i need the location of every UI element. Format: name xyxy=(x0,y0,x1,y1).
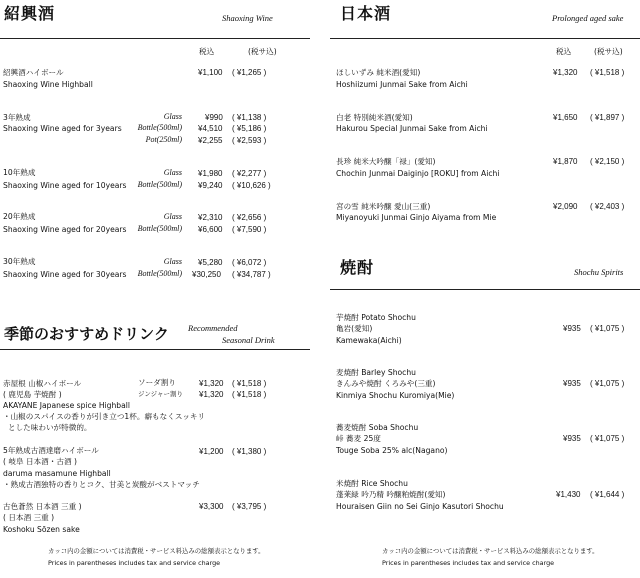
header-tax-ex: (税サ込) xyxy=(594,47,623,56)
tax-note-en: Prices in parentheses includes tax and service charge xyxy=(48,559,221,567)
seasonal-subtitle-2: Seasonal Drink xyxy=(222,335,275,345)
item-name-jp: 5年熟成古酒達磨ハイボール xyxy=(3,446,99,455)
serving-kind: Glass xyxy=(163,112,182,121)
serving-kind: ジンジャー割り xyxy=(138,390,184,398)
price-total: ( ¥1,380 ) xyxy=(232,447,267,456)
item-description: ・熟成古酒独特の香りとコク、甘美と炭酸がベストマッチ xyxy=(3,480,200,489)
serving-kind: Glass xyxy=(163,168,182,177)
item-name-jp-sub: ( 日本酒 三重 ) xyxy=(3,513,55,522)
price: ¥1,430 xyxy=(556,490,581,499)
price: ¥5,280 xyxy=(198,258,223,267)
price-total: ( ¥1,075 ) xyxy=(590,324,625,333)
item-name-jp: 10年熟成 xyxy=(3,168,36,177)
header-tax-ex: (税サ込) xyxy=(248,47,277,56)
item-line: 峠 蕎麦 25度 xyxy=(336,434,381,443)
item-description: とした味わいが特徴的。 xyxy=(8,423,92,432)
item-name-en: Shaoxing Wine aged for 3years xyxy=(3,124,122,133)
sake-subtitle: Prolonged aged sake xyxy=(552,13,624,23)
item-name-jp: 3年熟成 xyxy=(3,113,31,122)
item-name-en: Hakurou Special Junmai Sake from Aichi xyxy=(336,124,488,133)
header-tax-in: 税込 xyxy=(199,47,215,56)
item-name-en: daruma masamune Highball xyxy=(3,469,111,478)
price-total: ( ¥1,897 ) xyxy=(590,113,625,122)
price-total: ( ¥1,518 ) xyxy=(590,68,625,77)
item-name-jp-sub: ( 岐阜 日本酒・古酒 ) xyxy=(3,457,77,466)
price-total: ( ¥1,518 ) xyxy=(232,379,267,388)
divider xyxy=(330,289,640,290)
price-total: ( ¥2,593 ) xyxy=(232,136,267,145)
item-name-en: Miyanoyuki Junmai Ginjo Aiyama from Mie xyxy=(336,213,497,222)
price-total: ( ¥1,075 ) xyxy=(590,434,625,443)
item-name-en: Chochin Junmai Daiginjo [ROKU] from Aichi xyxy=(336,169,500,178)
left-column xyxy=(0,0,310,578)
price-total: ( ¥5,186 ) xyxy=(232,124,267,133)
item-name-jp: 20年熟成 xyxy=(3,212,36,221)
item-name-en: Shaoxing Wine aged for 20years xyxy=(3,225,127,234)
item-description: ・山椒のスパイスの香りが引き立つ1杯。癖もなくスッキリ xyxy=(3,412,206,421)
item-line: Houraisen Giin no Sei Ginjo Kasutori Shochu xyxy=(336,502,504,511)
item-name-jp: 30年熟成 xyxy=(3,257,36,266)
price: ¥1,100 xyxy=(198,68,223,77)
item-name-en: Hoshiizumi Junmai Sake from Aichi xyxy=(336,80,468,89)
serving-kind: Glass xyxy=(163,212,182,221)
price: ¥2,310 xyxy=(198,213,223,222)
price-total: ( ¥2,403 ) xyxy=(590,202,625,211)
tax-note-jp: カッコ内の金額については消費税・サービス料込みの総額表示となります。 xyxy=(48,547,265,555)
sake-title: 日本酒 xyxy=(340,4,392,23)
price: ¥3,300 xyxy=(199,502,224,511)
price-total: ( ¥10,626 ) xyxy=(232,181,271,190)
price: ¥1,980 xyxy=(198,169,223,178)
price: ¥1,320 xyxy=(553,68,578,77)
item-line: 蕎麦焼酎 Soba Shochu xyxy=(336,423,419,432)
item-line: Kamewaka(Aichi) xyxy=(336,336,402,345)
seasonal-title: 季節のおすすめドリンク xyxy=(4,325,169,343)
item-line: 芋焼酎 Potato Shochu xyxy=(336,313,416,322)
item-name-jp: ほしいずみ 純米酒(愛知) xyxy=(336,68,421,77)
price: ¥4,510 xyxy=(198,124,223,133)
serving-kind: ソーダ割り xyxy=(138,378,176,387)
item-name-jp: 白老 特別純米酒(愛知) xyxy=(336,113,413,122)
item-name-jp: 古色蒼然 日本酒 三重 ) xyxy=(3,502,82,511)
header-tax-in: 税込 xyxy=(556,47,572,56)
price-total: ( ¥1,644 ) xyxy=(590,490,625,499)
item-line: 蓬莱緑 吟乃精 吟醸粕焼酎(愛知) xyxy=(336,490,446,499)
item-name-en: Koshoku Sōzen sake xyxy=(3,525,80,534)
price-total: ( ¥3,795 ) xyxy=(232,502,267,511)
price-total: ( ¥1,138 ) xyxy=(232,113,267,122)
item-name-en: Shaoxing Wine Highball xyxy=(3,80,93,89)
price: ¥1,320 xyxy=(199,390,224,399)
shaoxing-subtitle: Shaoxing Wine xyxy=(222,13,273,23)
price: ¥1,200 xyxy=(199,447,224,456)
price: ¥6,600 xyxy=(198,225,223,234)
item-name-en: Shaoxing Wine aged for 30years xyxy=(3,270,127,279)
price-total: ( ¥1,075 ) xyxy=(590,379,625,388)
price: ¥990 xyxy=(205,113,223,122)
shochu-subtitle: Shochu Spirits xyxy=(574,267,624,277)
serving-kind: Glass xyxy=(163,257,182,266)
item-line: Kinmiya Shochu Kuromiya(Mie) xyxy=(336,391,455,400)
price: ¥2,090 xyxy=(553,202,578,211)
serving-kind: Bottle(500ml) xyxy=(137,123,182,132)
price: ¥935 xyxy=(563,434,581,443)
divider xyxy=(0,38,310,39)
serving-kind: Pot(250ml) xyxy=(145,135,182,144)
price-total: ( ¥7,590 ) xyxy=(232,225,267,234)
item-name-jp-sub: ( 鹿児島 芋焼酎 ) xyxy=(3,390,62,399)
price: ¥2,255 xyxy=(198,136,223,145)
serving-kind: Bottle(500ml) xyxy=(137,180,182,189)
price: ¥30,250 xyxy=(192,270,221,279)
price-total: ( ¥6,072 ) xyxy=(232,258,267,267)
item-line: Touge Soba 25% alc(Nagano) xyxy=(336,446,448,455)
price-total: ( ¥1,265 ) xyxy=(232,68,267,77)
price: ¥9,240 xyxy=(198,181,223,190)
shochu-title: 焼酎 xyxy=(340,258,375,277)
price: ¥935 xyxy=(563,324,581,333)
price: ¥1,870 xyxy=(553,157,578,166)
price: ¥935 xyxy=(563,379,581,388)
item-name-jp: 赤屋根 山椒ハイボール xyxy=(3,379,82,388)
price-total: ( ¥34,787 ) xyxy=(232,270,271,279)
seasonal-subtitle-1: Recommended xyxy=(188,323,238,333)
item-name-jp: 宮の雪 純米吟醸 愛山(三重) xyxy=(336,202,431,211)
serving-kind: Bottle(500ml) xyxy=(137,269,182,278)
serving-kind: Bottle(500ml) xyxy=(137,224,182,233)
shaoxing-title: 紹興酒 xyxy=(4,4,56,23)
price-total: ( ¥2,277 ) xyxy=(232,169,267,178)
item-name-jp: 紹興酒ハイボール xyxy=(3,68,64,77)
price: ¥1,320 xyxy=(199,379,224,388)
divider xyxy=(330,38,640,39)
item-line: 米焼酎 Rice Shochu xyxy=(336,479,408,488)
divider xyxy=(0,349,310,350)
tax-note-jp: カッコ内の金額については消費税・サービス料込みの総額表示となります。 xyxy=(382,547,599,555)
item-line: 亀岩(愛知) xyxy=(336,324,373,333)
right-column xyxy=(330,0,640,578)
item-name-en: AKAYANE Japanese spice Highball xyxy=(3,401,130,410)
price-total: ( ¥2,150 ) xyxy=(590,157,625,166)
item-line: きんみや焼酎 くろみや(三重) xyxy=(336,379,436,388)
item-name-jp: 長珍 純米大吟醸「禄」(愛知) xyxy=(336,157,436,166)
price-total: ( ¥1,518 ) xyxy=(232,390,267,399)
price-total: ( ¥2,656 ) xyxy=(232,213,267,222)
tax-note-en: Prices in parentheses includes tax and service charge xyxy=(382,559,555,567)
item-line: 麦焼酎 Barley Shochu xyxy=(336,368,416,377)
price: ¥1,650 xyxy=(553,113,578,122)
item-name-en: Shaoxing Wine aged for 10years xyxy=(3,181,127,190)
